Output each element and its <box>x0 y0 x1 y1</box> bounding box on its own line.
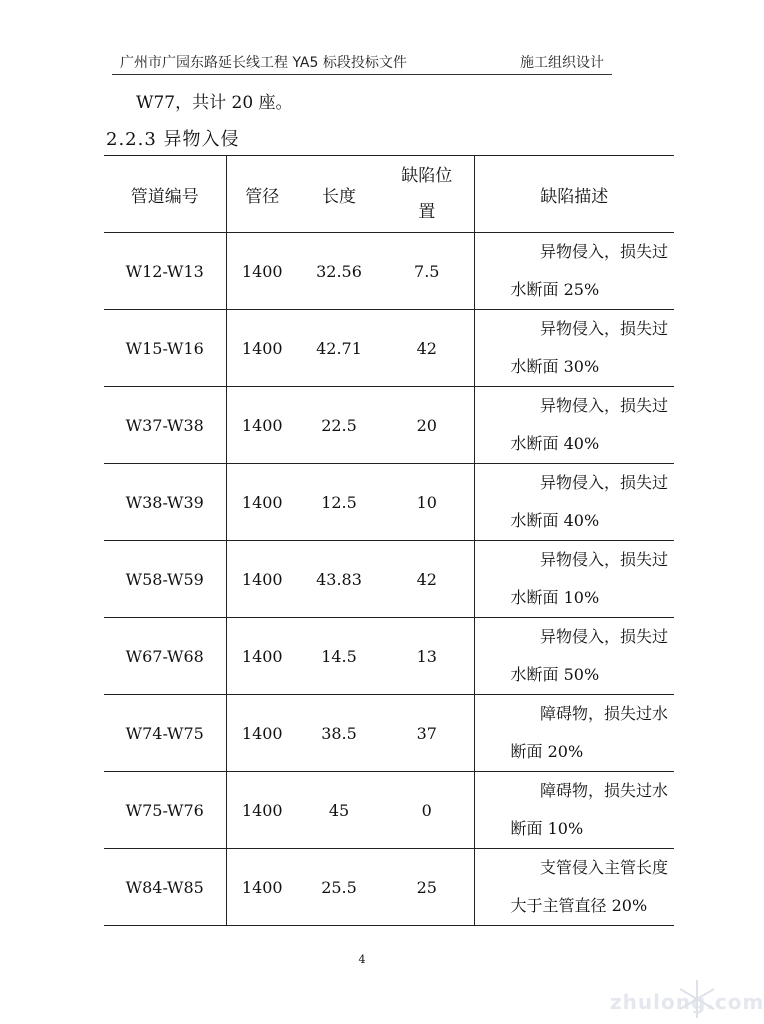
cell-defect-position: 13 <box>380 618 474 695</box>
defect-table <box>104 155 674 926</box>
description-line-1: 异物侵入，损失过 <box>539 396 668 415</box>
cell-length: 45 <box>298 772 380 849</box>
description-line-1: 障碍物，损失过水 <box>539 781 668 800</box>
description-line-2: 水断面 25% <box>510 280 600 299</box>
description-line-2: 水断面 40% <box>510 434 600 453</box>
page-number: 4 <box>358 953 366 966</box>
cell-diameter: 1400 <box>226 387 298 464</box>
cell-length: 32.56 <box>298 233 380 310</box>
page-header <box>112 52 612 74</box>
table-header-row <box>104 156 674 233</box>
cell-defect-position: 37 <box>380 695 474 772</box>
description-line-1: 异物侵入，损失过 <box>539 319 668 338</box>
column-header-defect-description: 缺陷描述 <box>474 156 674 233</box>
cell-diameter: 1400 <box>226 233 298 310</box>
cell-pipe-id: W15-W16 <box>104 310 226 387</box>
description-line-2: 水断面 50% <box>510 665 600 684</box>
table-row <box>104 849 674 926</box>
cell-pipe-id: W75-W76 <box>104 772 226 849</box>
cell-pipe-id: W58-W59 <box>104 541 226 618</box>
cell-length: 42.71 <box>298 310 380 387</box>
cell-defect-description <box>474 849 674 926</box>
column-header-length: 长度 <box>298 156 380 233</box>
table-row <box>104 695 674 772</box>
cell-length: 25.5 <box>298 849 380 926</box>
cell-defect-position: 10 <box>380 464 474 541</box>
cell-defect-description <box>474 541 674 618</box>
table-row <box>104 541 674 618</box>
cell-defect-position: 42 <box>380 541 474 618</box>
description-line-2: 水断面 10% <box>510 588 600 607</box>
cell-diameter: 1400 <box>226 464 298 541</box>
cell-length: 43.83 <box>298 541 380 618</box>
cell-diameter: 1400 <box>226 310 298 387</box>
description-line-1: 异物侵入，损失过 <box>539 242 668 261</box>
header-document-title: 广州市广园东路延长线工程 YA5 标段投标文件 <box>120 55 407 71</box>
cell-diameter: 1400 <box>226 772 298 849</box>
cell-defect-position: 25 <box>380 849 474 926</box>
description-line-1: 异物侵入，损失过 <box>539 627 668 646</box>
description-line-2: 水断面 30% <box>510 357 600 376</box>
watermark: zhulong.com <box>610 990 764 1014</box>
cell-length: 22.5 <box>298 387 380 464</box>
cell-length: 14.5 <box>298 618 380 695</box>
description-line-2: 大于主管直径 20% <box>510 896 648 915</box>
cell-defect-position: 42 <box>380 310 474 387</box>
cell-pipe-id: W38-W39 <box>104 464 226 541</box>
description-line-2: 水断面 40% <box>510 511 600 530</box>
section-title: 2.2.3 异物入侵 <box>106 129 240 150</box>
cell-pipe-id: W67-W68 <box>104 618 226 695</box>
cell-defect-description <box>474 233 674 310</box>
column-header-defect-position: 缺陷位置 <box>380 156 474 233</box>
cell-pipe-id: W37-W38 <box>104 387 226 464</box>
cell-diameter: 1400 <box>226 541 298 618</box>
cell-defect-description <box>474 464 674 541</box>
cell-pipe-id: W12-W13 <box>104 233 226 310</box>
table-row <box>104 464 674 541</box>
cell-defect-position: 0 <box>380 772 474 849</box>
cell-defect-description <box>474 618 674 695</box>
description-line-1: 障碍物，损失过水 <box>539 704 668 723</box>
cell-length: 12.5 <box>298 464 380 541</box>
description-line-1: 异物侵入，损失过 <box>539 473 668 492</box>
table-row <box>104 772 674 849</box>
cell-defect-description <box>474 310 674 387</box>
cell-pipe-id: W74-W75 <box>104 695 226 772</box>
cell-diameter: 1400 <box>226 849 298 926</box>
description-line-2: 断面 10% <box>510 819 584 838</box>
cell-defect-description <box>474 772 674 849</box>
column-header-diameter: 管径 <box>226 156 298 233</box>
description-line-1: 异物侵入，损失过 <box>539 550 668 569</box>
cell-diameter: 1400 <box>226 695 298 772</box>
cell-defect-description <box>474 387 674 464</box>
description-line-1: 支管侵入主管长度 <box>539 858 668 877</box>
cell-defect-position: 20 <box>380 387 474 464</box>
table-row <box>104 387 674 464</box>
header-section-name: 施工组织设计 <box>520 55 604 71</box>
table-row <box>104 233 674 310</box>
cell-defect-position: 7.5 <box>380 233 474 310</box>
table-row <box>104 618 674 695</box>
table-row <box>104 310 674 387</box>
cell-length: 38.5 <box>298 695 380 772</box>
column-header-pipe-id: 管道编号 <box>104 156 226 233</box>
header-rule <box>112 74 612 75</box>
cell-pipe-id: W84-W85 <box>104 849 226 926</box>
cell-defect-description <box>474 695 674 772</box>
cell-diameter: 1400 <box>226 618 298 695</box>
description-line-2: 断面 20% <box>510 742 584 761</box>
snowflake-watermark-icon <box>676 978 718 1020</box>
continuation-text: W77，共计 20 座。 <box>136 93 293 113</box>
